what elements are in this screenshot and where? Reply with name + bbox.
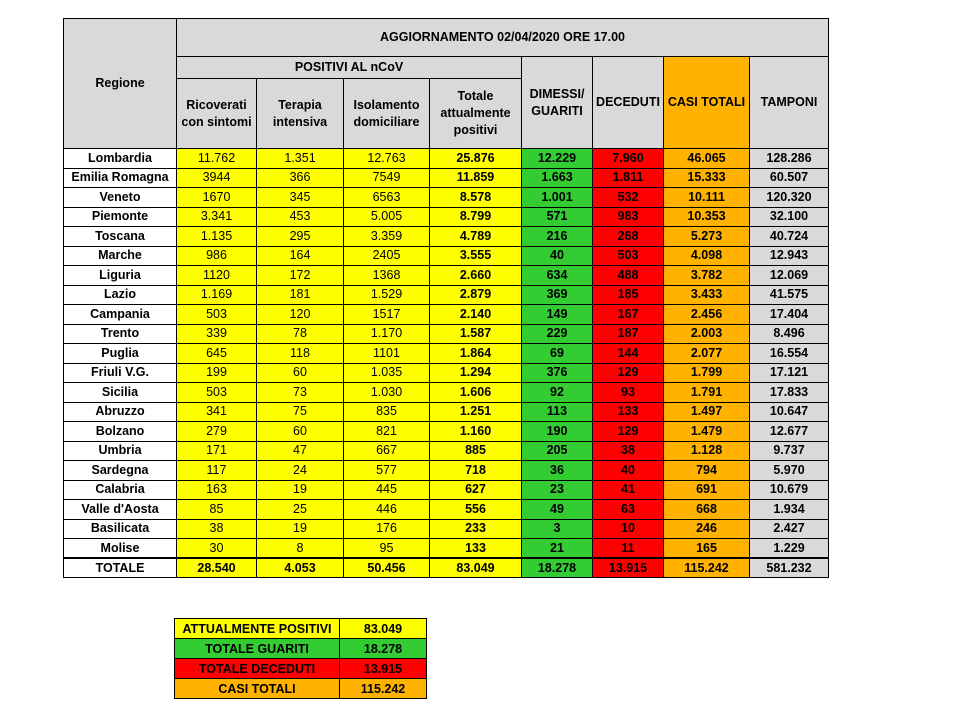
header-positivi: POSITIVI AL nCoV (177, 57, 522, 79)
cell-regione: Trento (64, 324, 177, 344)
cell-terapia: 19 (257, 480, 344, 500)
cell-dimessi: 216 (522, 227, 593, 247)
cell-isolamento: 1.529 (344, 285, 430, 305)
cell-terapia: 8 (257, 539, 344, 559)
cell-ricoverati: 1.135 (177, 227, 257, 247)
table-title: AGGIORNAMENTO 02/04/2020 ORE 17.00 (177, 19, 829, 57)
cell-tamponi: 60.507 (750, 168, 829, 188)
table-row (64, 402, 829, 422)
cell-deceduti: 40 (593, 461, 664, 481)
cell-ricoverati: 645 (177, 344, 257, 364)
cell-tamponi: 120.320 (750, 188, 829, 208)
cell-totale-positivi: 11.859 (430, 168, 522, 188)
cell-isolamento: 2405 (344, 246, 430, 266)
cell-casi-totali: 5.273 (664, 227, 750, 247)
cell-casi-totali: 246 (664, 519, 750, 539)
cell-isolamento: 6563 (344, 188, 430, 208)
cell-terapia: 78 (257, 324, 344, 344)
cell-ricoverati: 3.341 (177, 207, 257, 227)
cell-deceduti: 983 (593, 207, 664, 227)
cell-terapia: 19 (257, 519, 344, 539)
cell-isolamento: 1.035 (344, 363, 430, 383)
cell-regione: Lazio (64, 285, 177, 305)
cell-ricoverati: 1120 (177, 266, 257, 286)
cell-totale-positivi: 2.879 (430, 285, 522, 305)
table-row (64, 363, 829, 383)
cell-ricoverati: 11.762 (177, 149, 257, 169)
cell-totale-positivi: 1.587 (430, 324, 522, 344)
cell-casi-totali: 115.242 (664, 558, 750, 578)
cell-regione: Veneto (64, 188, 177, 208)
cell-tamponi: 17.833 (750, 383, 829, 403)
cell-deceduti: 13.915 (593, 558, 664, 578)
cell-casi-totali: 794 (664, 461, 750, 481)
cell-totale-positivi: 1.294 (430, 363, 522, 383)
cell-tamponi: 2.427 (750, 519, 829, 539)
cell-ricoverati: 1.169 (177, 285, 257, 305)
table-row (64, 207, 829, 227)
summary-row (175, 639, 427, 659)
cell-ricoverati: 85 (177, 500, 257, 520)
cell-terapia: 164 (257, 246, 344, 266)
cell-ricoverati: 339 (177, 324, 257, 344)
summary-label: TOTALE DECEDUTI (175, 659, 340, 679)
cell-dimessi: 229 (522, 324, 593, 344)
cell-regione: Marche (64, 246, 177, 266)
cell-tamponi: 41.575 (750, 285, 829, 305)
table-row (64, 227, 829, 247)
cell-casi-totali: 10.353 (664, 207, 750, 227)
cell-deceduti: 11 (593, 539, 664, 559)
cell-dimessi: 49 (522, 500, 593, 520)
cell-isolamento: 446 (344, 500, 430, 520)
table-row (64, 168, 829, 188)
header-totale-positivi: Totale attualmente positivi (430, 79, 522, 149)
cell-isolamento: 3.359 (344, 227, 430, 247)
cell-isolamento: 95 (344, 539, 430, 559)
header-terapia: Terapia intensiva (257, 79, 344, 149)
cell-dimessi: 1.001 (522, 188, 593, 208)
cell-dimessi: 23 (522, 480, 593, 500)
cell-isolamento: 835 (344, 402, 430, 422)
cell-regione: Campania (64, 305, 177, 325)
cell-tamponi: 9.737 (750, 441, 829, 461)
cell-tamponi: 128.286 (750, 149, 829, 169)
cell-isolamento: 50.456 (344, 558, 430, 578)
table-row (64, 344, 829, 364)
cell-deceduti: 167 (593, 305, 664, 325)
cell-casi-totali: 10.111 (664, 188, 750, 208)
cell-deceduti: 532 (593, 188, 664, 208)
total-row (64, 558, 829, 578)
cell-regione: Sicilia (64, 383, 177, 403)
cell-totale-positivi: 718 (430, 461, 522, 481)
cell-terapia: 172 (257, 266, 344, 286)
cell-terapia: 75 (257, 402, 344, 422)
cell-tamponi: 5.970 (750, 461, 829, 481)
cell-dimessi: 205 (522, 441, 593, 461)
cell-terapia: 4.053 (257, 558, 344, 578)
cell-tamponi: 40.724 (750, 227, 829, 247)
cell-casi-totali: 691 (664, 480, 750, 500)
cell-terapia: 181 (257, 285, 344, 305)
cell-casi-totali: 1.497 (664, 402, 750, 422)
cell-isolamento: 1.170 (344, 324, 430, 344)
cell-dimessi: 3 (522, 519, 593, 539)
cell-deceduti: 144 (593, 344, 664, 364)
cell-terapia: 60 (257, 363, 344, 383)
table-row (64, 519, 829, 539)
covid-regional-table (63, 18, 829, 578)
table-row (64, 188, 829, 208)
cell-terapia: 345 (257, 188, 344, 208)
cell-dimessi: 571 (522, 207, 593, 227)
cell-isolamento: 176 (344, 519, 430, 539)
cell-regione: Abruzzo (64, 402, 177, 422)
cell-tamponi: 12.943 (750, 246, 829, 266)
cell-tamponi: 10.647 (750, 402, 829, 422)
cell-regione: Basilicata (64, 519, 177, 539)
cell-isolamento: 445 (344, 480, 430, 500)
cell-totale-positivi: 885 (430, 441, 522, 461)
cell-regione: Lombardia (64, 149, 177, 169)
cell-isolamento: 1101 (344, 344, 430, 364)
cell-terapia: 73 (257, 383, 344, 403)
cell-terapia: 295 (257, 227, 344, 247)
cell-dimessi: 190 (522, 422, 593, 442)
cell-ricoverati: 117 (177, 461, 257, 481)
table-row (64, 266, 829, 286)
cell-isolamento: 7549 (344, 168, 430, 188)
cell-dimessi: 36 (522, 461, 593, 481)
cell-deceduti: 1.811 (593, 168, 664, 188)
cell-ricoverati: 199 (177, 363, 257, 383)
cell-terapia: 118 (257, 344, 344, 364)
summary-row (175, 679, 427, 699)
header-casi-totali: CASI TOTALI (664, 57, 750, 149)
cell-terapia: 24 (257, 461, 344, 481)
table-row (64, 539, 829, 559)
cell-casi-totali: 1.791 (664, 383, 750, 403)
cell-dimessi: 149 (522, 305, 593, 325)
cell-isolamento: 821 (344, 422, 430, 442)
cell-totale-positivi: 627 (430, 480, 522, 500)
summary-value: 18.278 (340, 639, 427, 659)
cell-dimessi: 21 (522, 539, 593, 559)
table-row (64, 441, 829, 461)
cell-casi-totali: 165 (664, 539, 750, 559)
cell-totale-positivi: 2.660 (430, 266, 522, 286)
cell-ricoverati: 341 (177, 402, 257, 422)
cell-dimessi: 18.278 (522, 558, 593, 578)
cell-regione: Molise (64, 539, 177, 559)
cell-isolamento: 1.030 (344, 383, 430, 403)
cell-isolamento: 5.005 (344, 207, 430, 227)
cell-deceduti: 268 (593, 227, 664, 247)
cell-isolamento: 577 (344, 461, 430, 481)
cell-totale-positivi: 8.578 (430, 188, 522, 208)
cell-ricoverati: 28.540 (177, 558, 257, 578)
summary-label: ATTUALMENTE POSITIVI (175, 619, 340, 639)
cell-isolamento: 1368 (344, 266, 430, 286)
cell-regione: Umbria (64, 441, 177, 461)
cell-casi-totali: 3.433 (664, 285, 750, 305)
header-deceduti: DECEDUTI (593, 57, 664, 149)
cell-tamponi: 17.404 (750, 305, 829, 325)
cell-deceduti: 41 (593, 480, 664, 500)
cell-terapia: 120 (257, 305, 344, 325)
cell-deceduti: 10 (593, 519, 664, 539)
cell-deceduti: 503 (593, 246, 664, 266)
summary-value: 13.915 (340, 659, 427, 679)
cell-casi-totali: 2.456 (664, 305, 750, 325)
cell-terapia: 25 (257, 500, 344, 520)
cell-casi-totali: 3.782 (664, 266, 750, 286)
cell-casi-totali: 1.799 (664, 363, 750, 383)
table-row (64, 461, 829, 481)
header-dimessi: DIMESSI/ GUARITI (522, 57, 593, 149)
cell-totale-positivi: 1.251 (430, 402, 522, 422)
table-row (64, 246, 829, 266)
table-row (64, 383, 829, 403)
cell-tamponi: 12.069 (750, 266, 829, 286)
header-regione: Regione (64, 19, 177, 149)
cell-ricoverati: 3944 (177, 168, 257, 188)
cell-regione: Liguria (64, 266, 177, 286)
cell-casi-totali: 15.333 (664, 168, 750, 188)
cell-ricoverati: 503 (177, 383, 257, 403)
header-ricoverati: Ricoverati con sintomi (177, 79, 257, 149)
cell-totale-positivi: 2.140 (430, 305, 522, 325)
cell-regione: Sardegna (64, 461, 177, 481)
cell-deceduti: 488 (593, 266, 664, 286)
cell-casi-totali: 2.077 (664, 344, 750, 364)
cell-totale-positivi: 1.606 (430, 383, 522, 403)
cell-deceduti: 63 (593, 500, 664, 520)
header-tamponi: TAMPONI (750, 57, 829, 149)
cell-casi-totali: 1.128 (664, 441, 750, 461)
cell-totale-positivi: 1.864 (430, 344, 522, 364)
cell-totale-positivi: 3.555 (430, 246, 522, 266)
cell-regione: Friuli V.G. (64, 363, 177, 383)
cell-tamponi: 8.496 (750, 324, 829, 344)
cell-regione: Piemonte (64, 207, 177, 227)
cell-casi-totali: 668 (664, 500, 750, 520)
cell-regione: Emilia Romagna (64, 168, 177, 188)
cell-totale-positivi: 4.789 (430, 227, 522, 247)
cell-deceduti: 129 (593, 422, 664, 442)
cell-terapia: 60 (257, 422, 344, 442)
summary-row (175, 619, 427, 639)
cell-tamponi: 12.677 (750, 422, 829, 442)
cell-regione: Bolzano (64, 422, 177, 442)
cell-ricoverati: 279 (177, 422, 257, 442)
table-row (64, 480, 829, 500)
cell-deceduti: 7.960 (593, 149, 664, 169)
cell-ricoverati: 1670 (177, 188, 257, 208)
cell-totale-positivi: 556 (430, 500, 522, 520)
cell-casi-totali: 4.098 (664, 246, 750, 266)
cell-deceduti: 129 (593, 363, 664, 383)
cell-terapia: 366 (257, 168, 344, 188)
cell-deceduti: 38 (593, 441, 664, 461)
cell-dimessi: 40 (522, 246, 593, 266)
cell-dimessi: 376 (522, 363, 593, 383)
cell-dimessi: 12.229 (522, 149, 593, 169)
cell-totale-positivi: 133 (430, 539, 522, 559)
cell-regione: TOTALE (64, 558, 177, 578)
cell-dimessi: 369 (522, 285, 593, 305)
cell-tamponi: 1.934 (750, 500, 829, 520)
cell-ricoverati: 38 (177, 519, 257, 539)
header-isolamento: Isolamento domiciliare (344, 79, 430, 149)
cell-dimessi: 1.663 (522, 168, 593, 188)
cell-ricoverati: 986 (177, 246, 257, 266)
cell-ricoverati: 30 (177, 539, 257, 559)
cell-tamponi: 32.100 (750, 207, 829, 227)
cell-isolamento: 12.763 (344, 149, 430, 169)
cell-totale-positivi: 1.160 (430, 422, 522, 442)
cell-totale-positivi: 25.876 (430, 149, 522, 169)
cell-totale-positivi: 233 (430, 519, 522, 539)
cell-tamponi: 581.232 (750, 558, 829, 578)
cell-tamponi: 10.679 (750, 480, 829, 500)
table-row (64, 422, 829, 442)
summary-label: TOTALE GUARITI (175, 639, 340, 659)
cell-ricoverati: 171 (177, 441, 257, 461)
cell-deceduti: 93 (593, 383, 664, 403)
cell-deceduti: 133 (593, 402, 664, 422)
table-row (64, 285, 829, 305)
summary-value: 83.049 (340, 619, 427, 639)
table-row (64, 500, 829, 520)
cell-dimessi: 92 (522, 383, 593, 403)
summary-value: 115.242 (340, 679, 427, 699)
table-row (64, 149, 829, 169)
cell-regione: Calabria (64, 480, 177, 500)
cell-deceduti: 187 (593, 324, 664, 344)
cell-tamponi: 17.121 (750, 363, 829, 383)
cell-tamponi: 1.229 (750, 539, 829, 559)
cell-ricoverati: 163 (177, 480, 257, 500)
cell-regione: Puglia (64, 344, 177, 364)
cell-totale-positivi: 83.049 (430, 558, 522, 578)
table-row (64, 324, 829, 344)
cell-casi-totali: 2.003 (664, 324, 750, 344)
cell-deceduti: 185 (593, 285, 664, 305)
cell-terapia: 1.351 (257, 149, 344, 169)
cell-terapia: 47 (257, 441, 344, 461)
cell-dimessi: 69 (522, 344, 593, 364)
cell-terapia: 453 (257, 207, 344, 227)
cell-casi-totali: 46.065 (664, 149, 750, 169)
cell-isolamento: 1517 (344, 305, 430, 325)
cell-isolamento: 667 (344, 441, 430, 461)
cell-casi-totali: 1.479 (664, 422, 750, 442)
summary-row (175, 659, 427, 679)
cell-totale-positivi: 8.799 (430, 207, 522, 227)
table-row (64, 305, 829, 325)
cell-regione: Valle d'Aosta (64, 500, 177, 520)
summary-label: CASI TOTALI (175, 679, 340, 699)
summary-table (174, 618, 427, 699)
cell-ricoverati: 503 (177, 305, 257, 325)
cell-dimessi: 113 (522, 402, 593, 422)
cell-tamponi: 16.554 (750, 344, 829, 364)
cell-regione: Toscana (64, 227, 177, 247)
cell-dimessi: 634 (522, 266, 593, 286)
